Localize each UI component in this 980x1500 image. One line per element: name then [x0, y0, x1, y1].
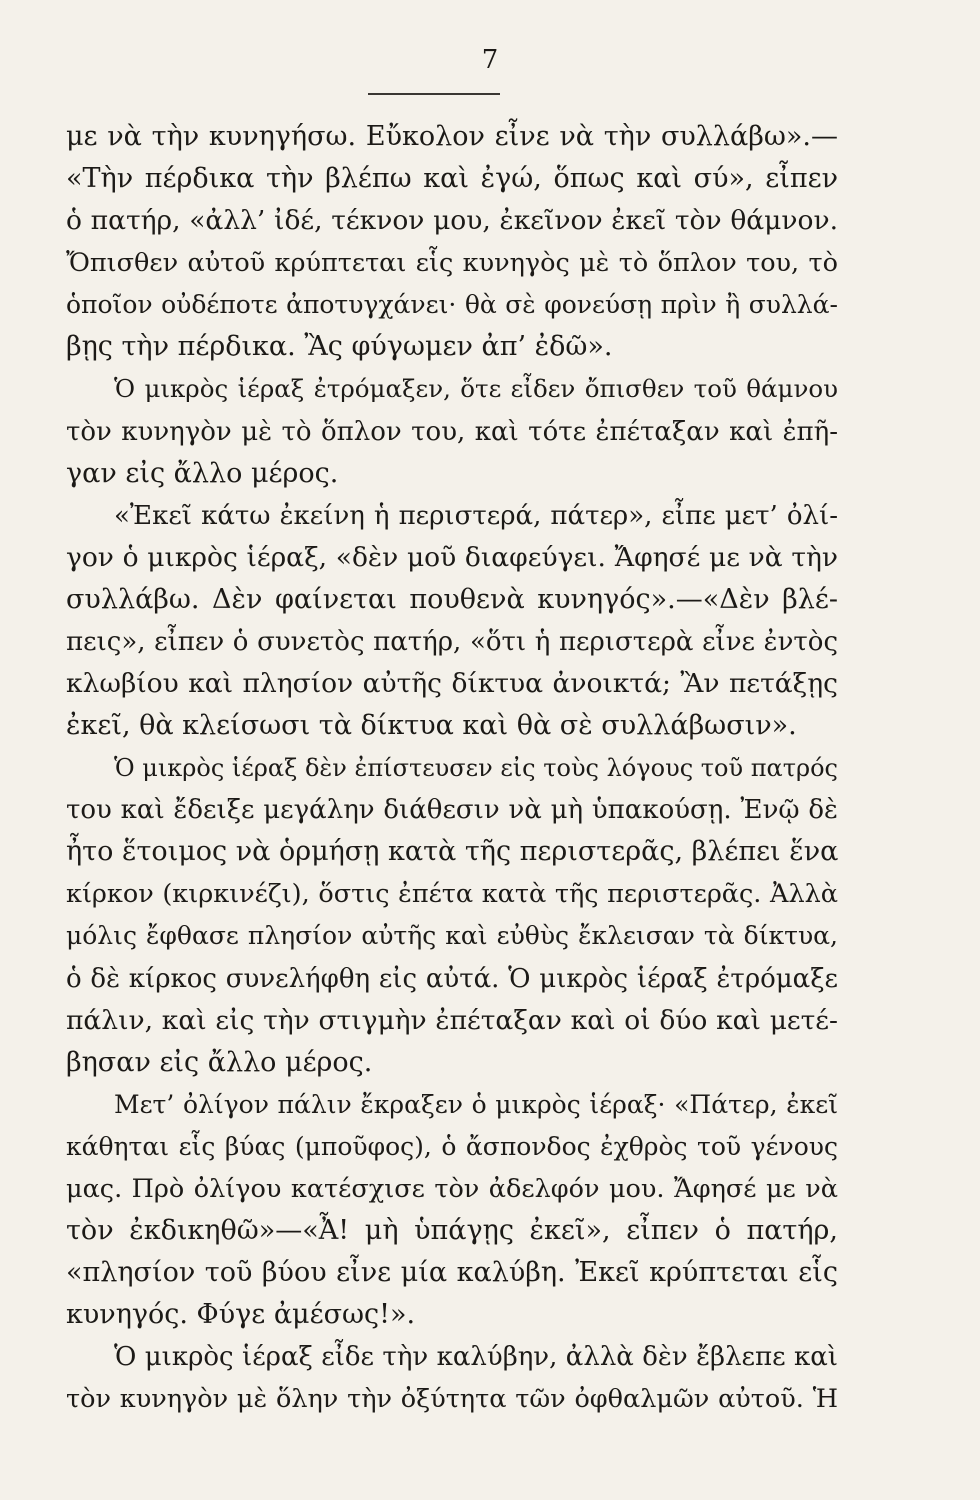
body-text: [66, 116, 838, 1420]
text-line: πεις», εἶπεν ὁ συνετὸς πατήρ, «ὅτι ἡ περιστερὰ εἶνε ἐντὸς: [66, 626, 838, 657]
text-line: μας. Πρὸ ὀλίγου κατέσχισε τὸν ἀδελφόν μου. Ἄφησέ με νὰ: [66, 1173, 838, 1204]
text-line: γαν εἰς ἄλλο μέρος.: [66, 457, 339, 489]
text-line: Ὁ μικρὸς ἱέραξ δὲν ἐπίστευσεν εἰς τοὺς λόγους τοῦ πατρός: [114, 754, 838, 783]
text-line: τὸν ἐκδικηθῶ»—«Ἆ! μὴ ὑπάγῃς ἐκεῖ», εἶπεν ὁ πατήρ,: [66, 1215, 838, 1247]
text-line: ἦτο ἕτοιμος νὰ ὁρμήσῃ κατὰ τῆς περιστερᾶς, βλέπει ἕνα: [66, 836, 838, 868]
text-line: «Ἐκεῖ κάτω ἐκείνη ἡ περιστερά, πάτερ», εἶπε μετ’ ὀλί-: [114, 500, 838, 531]
text-line: γον ὁ μικρὸς ἱέραξ, «δὲν μοῦ διαφεύγει. Ἄφησέ με νὰ τὴν: [66, 541, 838, 573]
text-line: ἐκεῖ, θὰ κλείσωσι τὰ δίκτυα καὶ θὰ σὲ συλλάβωσιν».: [66, 710, 797, 742]
text-line: τὸν κυνηγὸν μὲ ὅλην τὴν ὀξύτητα τῶν ὀφθαλμῶν αὐτοῦ. Ἡ: [66, 1384, 838, 1415]
text-line: κάθηται εἷς βύας (μποῦφος), ὁ ἄσπονδος ἐχθρὸς τοῦ γένους: [66, 1131, 838, 1161]
text-line: βησαν εἰς ἄλλο μέρος.: [66, 1046, 373, 1078]
text-line: βῃς τὴν πέρδικα. Ἂς φύγωμεν ἀπ’ ἐδῶ».: [66, 331, 613, 363]
text-line: μόλις ἔφθασε πλησίον αὐτῆς καὶ εὐθὺς ἔκλεισαν τὰ δίκτυα,: [66, 921, 838, 951]
text-line: Ὁ μικρὸς ἱέραξ εἶδε τὴν καλύβην, ἀλλὰ δὲν ἔβλεπε καὶ: [114, 1342, 838, 1373]
text-line: κίρκον (κιρκινέζι), ὅστις ἐπέτα κατὰ τῆς περιστερᾶς. Ἀλλὰ: [66, 879, 838, 910]
text-line: «Τὴν πέρδικα τὴν βλέπω καὶ ἐγώ, ὅπως καὶ σύ», εἶπεν: [66, 163, 838, 195]
text-line: συλλάβω. Δὲν φαίνεται πουθενὰ κυνηγός».—«Δὲν βλέ-: [66, 583, 838, 615]
text-line: κυνηγός. Φύγε ἀμέσως!».: [66, 1299, 416, 1331]
text-line: «πλησίον τοῦ βύου εἶνε μία καλύβη. Ἐκεῖ κρύπτεται εἷς: [66, 1257, 838, 1289]
text-line: Μετ’ ὀλίγον πάλιν ἔκραξεν ὁ μικρὸς ἱέραξ· «Πάτερ, ἐκεῖ: [114, 1089, 838, 1119]
text-line: με νὰ τὴν κυνηγήσω. Εὔκολον εἶνε νὰ τὴν συλλάβω».—: [66, 121, 838, 152]
text-line: του καὶ ἔδειξε μεγάλην διάθεσιν νὰ μὴ ὑπακούσῃ. Ἐνῷ δὲ: [66, 795, 838, 826]
text-line: Ὄπισθεν αὐτοῦ κρύπτεται εἷς κυνηγὸς μὲ τὸ ὅπλον του, τὸ: [66, 248, 838, 279]
text-line: ὁ δὲ κίρκος συνελήφθη εἰς αὐτά. Ὁ μικρὸς ἱέραξ ἐτρόμαξε: [66, 963, 838, 994]
text-line: πάλιν, καὶ εἰς τὴν στιγμὴν ἐπέταξαν καὶ οἱ δύο καὶ μετέ-: [66, 1004, 838, 1036]
text-line: ὁποῖον οὐδέποτε ἀποτυγχάνει· θὰ σὲ φονεύσῃ πρὶν ἢ συλλά-: [66, 290, 838, 320]
page-number: 7: [481, 45, 499, 75]
text-line: τὸν κυνηγὸν μὲ τὸ ὅπλον του, καὶ τότε ἐπέταξαν καὶ ἐπῆ-: [66, 416, 838, 447]
text-line: κλωβίου καὶ πλησίον αὐτῆς δίκτυα ἀνοικτά; Ἂν πετάξῃς: [66, 668, 838, 700]
text-line: Ὁ μικρὸς ἱέραξ ἐτρόμαξεν, ὅτε εἶδεν ὄπισθεν τοῦ θάμνου: [114, 374, 838, 404]
header-rule: [368, 93, 500, 95]
text-line: ὁ πατήρ, «ἀλλ’ ἰδέ, τέκνον μου, ἐκεῖνον ἐκεῖ τὸν θάμνον.: [66, 205, 838, 237]
